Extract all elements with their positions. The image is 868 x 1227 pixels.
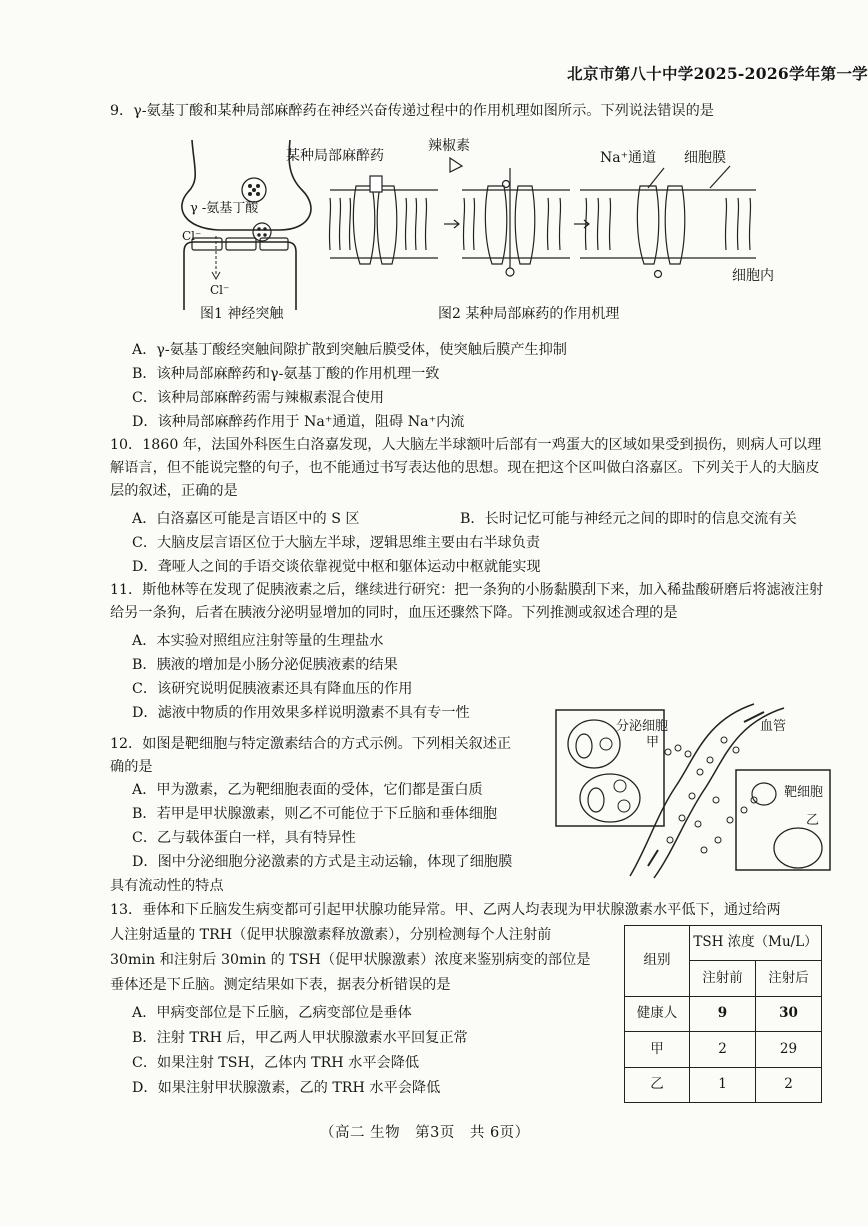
table-row [625, 1067, 822, 1102]
q13-stem-line1: 13．垂体和下丘脑发生病变都可引起甲状腺功能异常。甲、乙两人均表现为甲状腺激素水平低下，通过给两 [110, 902, 781, 918]
q13-stem-line4: 垂体还是下丘脑。测定结果如下表，据表分析错误的是 [110, 977, 451, 993]
group-header: 组别 [625, 926, 690, 997]
table-row [625, 1032, 822, 1067]
q9-option-d: D．该种局部麻醉药作用于 Na⁺通道，阻碍 Na⁺内流 [132, 414, 465, 430]
q12-option-d-continuation: 具有流动性的特点 [110, 878, 224, 894]
chloride-label-bottom: Cl⁻ [210, 283, 230, 297]
gaba-label: γ -氨基丁酸 [190, 201, 259, 216]
q12-stem-line1: 12．如图是靶细胞与特定激素结合的方式示例。下列相关叙述正 [110, 736, 512, 752]
anesthetic-label: 某种局部麻醉药 [286, 148, 384, 164]
after-cell: 30 [755, 996, 821, 1031]
after-header: 注射后 [755, 961, 821, 996]
q10-option-d: D．聋哑人之间的手语交谈依靠视觉中枢和躯体运动中枢就能实现 [132, 559, 541, 575]
q12-option-c: C．乙与载体蛋白一样，具有特异性 [132, 830, 356, 846]
q10-option-c: C．大脑皮层言语区位于大脑左半球，逻辑思维主要由右半球负责 [132, 535, 541, 551]
group-cell: 乙 [625, 1067, 690, 1102]
q9-figure [170, 128, 810, 328]
table-header-row [625, 926, 822, 961]
q11-stem: 11．斯他林等在发现了促胰液素之后，继续进行研究：把一条狗的小肠黏膜刮下来，加入稀盐酸研磨后将滤液注射给另一条狗，后者在胰液分泌明显增加的同时，血压还骤然下降。下列推测或叙述合理的是 [110, 582, 824, 621]
tsh-table [624, 925, 822, 1103]
before-cell: 9 [690, 996, 756, 1031]
q9-option-b: B．该种局部麻醉药和γ-氨基丁酸的作用机理一致 [132, 366, 440, 382]
q10-option-b: B．长时记忆可能与神经元之间的即时的信息交流有关 [460, 511, 797, 527]
group-cell: 甲 [625, 1032, 690, 1067]
sodium-channel-label: Na⁺通道 [600, 150, 656, 166]
q13-stem-line2: 人注射适量的 TRH（促甲状腺激素释放激素），分别检测每个人注射前 [110, 927, 552, 943]
q12-stem-line2: 确的是 [110, 759, 153, 775]
q10-option-a: A．白洛嘉区可能是言语区中的 S 区 [132, 511, 360, 527]
yi-label: 乙 [806, 813, 820, 828]
school-header: 北京市第八十中学2025-2026学年第一学 [567, 64, 868, 83]
table-row [625, 996, 822, 1031]
q12-option-a: A．甲为激素，乙为靶细胞表面的受体，它们都是蛋白质 [132, 782, 483, 798]
q11-option-a: A．本实验对照组应注射等量的生理盐水 [132, 633, 384, 649]
q13-option-d: D．如果注射甲状腺激素，乙的 TRH 水平会降低 [132, 1080, 441, 1096]
after-cell: 29 [755, 1032, 821, 1067]
q11-option-d: D．滤液中物质的作用效果多样说明激素不具有专一性 [132, 705, 470, 721]
q12-option-b: B．若甲是甲状腺激素，则乙不可能位于下丘脑和垂体细胞 [132, 806, 498, 822]
target-cell-label: 靶细胞 [784, 785, 824, 800]
q13-stem-line3: 30min 和注射后 30min 的 TSH（促甲状腺激素）浓度来鉴别病变的部位是 [110, 952, 591, 968]
capsaicin-label: 辣椒素 [428, 138, 470, 154]
q12-figure [554, 700, 844, 885]
chloride-label-top: Cl⁻ [182, 229, 202, 243]
before-header: 注射前 [690, 961, 756, 996]
synapse-diagram [182, 140, 311, 322]
blood-vessel-label: 血管 [760, 719, 787, 734]
q12-option-d: D．图中分泌细胞分泌激素的方式是主动运输，体现了细胞膜 [132, 854, 513, 870]
q13-option-c: C．如果注射 TSH，乙体内 TRH 水平会降低 [132, 1055, 420, 1071]
tsh-header: TSH 浓度（Mu/L） [690, 926, 822, 961]
q13-option-b: B．注射 TRH 后，甲乙两人甲状腺激素水平回复正常 [132, 1030, 468, 1046]
page-footer: （高二 生物 第3页 共 6页） [320, 1125, 530, 1141]
before-cell: 2 [690, 1032, 756, 1067]
q10-stem: 10．1860 年，法国外科医生白洛嘉发现，人大脑左半球额叶后部有一鸡蛋大的区域如果受到损伤，则病人可以理解语言，但不能说完整的句子，也不能通过书写表达他的思想。现在把这个区叫做白洛嘉区。下列关于人的大脑皮层的叙述，正确的是 [110, 437, 822, 499]
cell-interior-label: 细胞内 [732, 268, 774, 284]
q9-stem: 9．γ-氨基丁酸和某种局部麻醉药在神经兴奋传递过程中的作用机理如图所示。下列说法错误的是 [110, 103, 714, 119]
q13-option-a: A．甲病变部位是下丘脑，乙病变部位是垂体 [132, 1005, 412, 1021]
q11-option-c: C．该研究说明促胰液素还具有降血压的作用 [132, 681, 413, 697]
group-cell: 健康人 [625, 996, 690, 1031]
fig2-caption: 图2 某种局部麻药的作用机理 [438, 306, 620, 322]
q11-option-b: B．胰液的增加是小肠分泌促胰液素的结果 [132, 657, 398, 673]
cell-membrane-label: 细胞膜 [684, 150, 726, 166]
before-cell: 1 [690, 1067, 756, 1102]
secretory-cell-label: 分泌细胞 [616, 719, 669, 734]
q9-option-a: A．γ-氨基丁酸经突触间隙扩散到突触后膜受体，使突触后膜产生抑制 [132, 342, 567, 358]
fig1-caption: 图1 神经突触 [200, 306, 284, 322]
after-cell: 2 [755, 1067, 821, 1102]
q9-option-c: C．该种局部麻醉药需与辣椒素混合使用 [132, 390, 385, 406]
anesthetic-mechanism-diagram [329, 158, 756, 278]
jia-label: 甲 [646, 735, 660, 750]
